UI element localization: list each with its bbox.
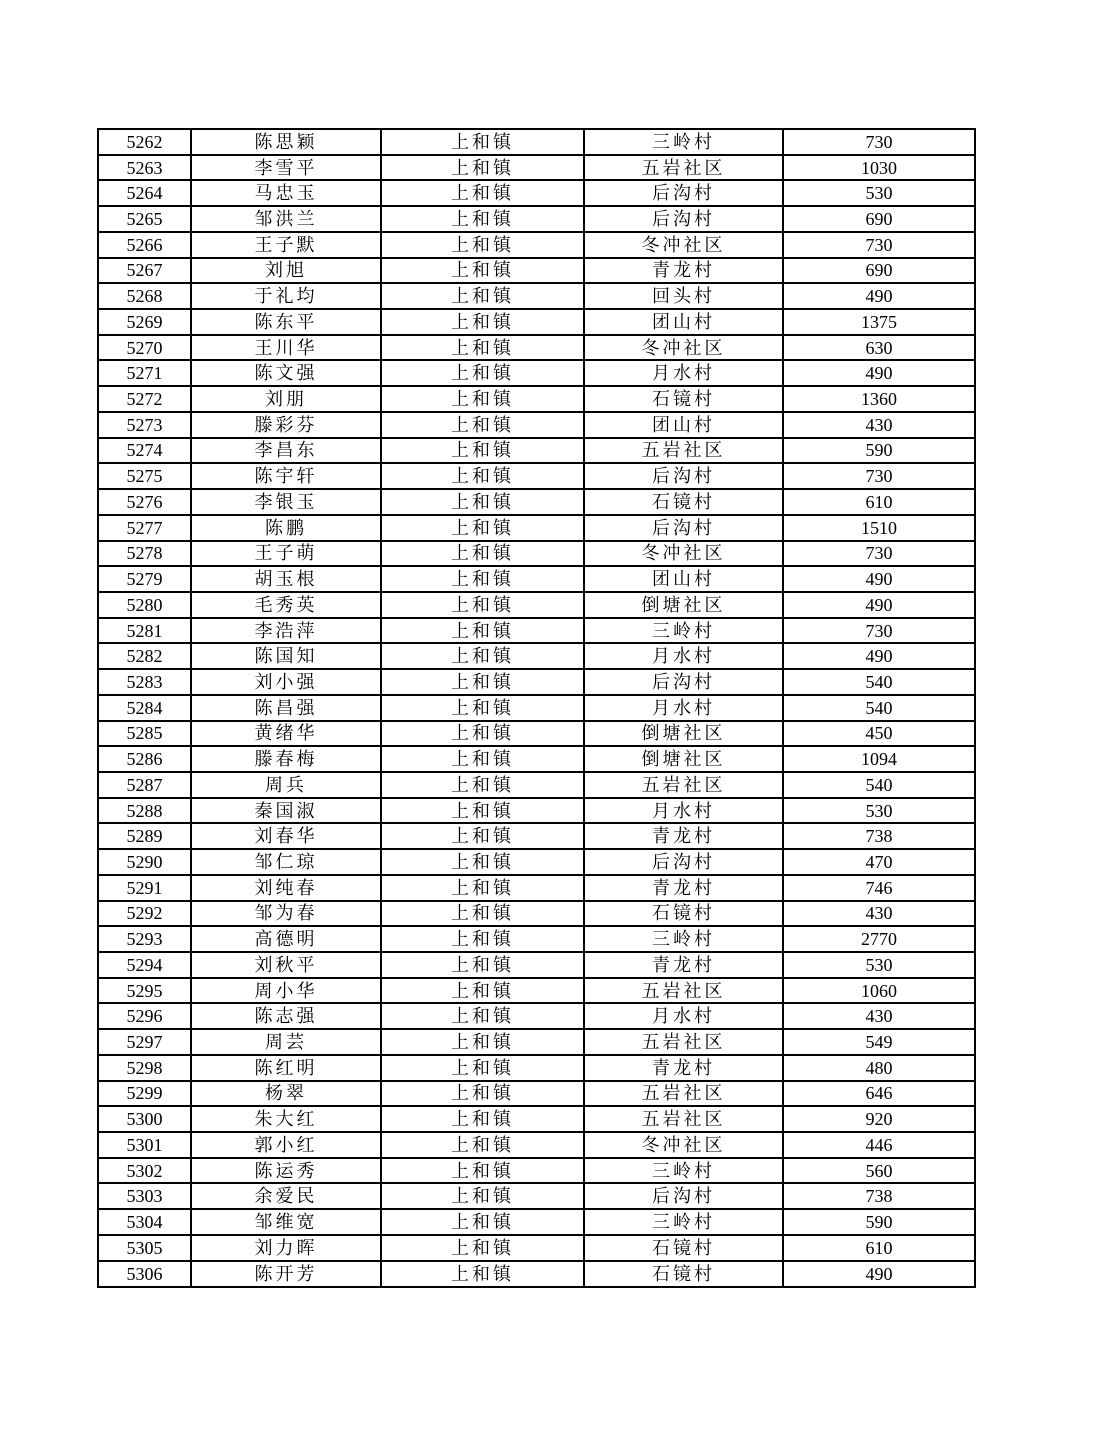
cell-id: 5273 [98,412,191,438]
cell-town: 上和镇 [381,643,584,669]
cell-amount: 490 [783,643,975,669]
cell-amount: 480 [783,1055,975,1081]
table-row [98,1055,975,1081]
table-row [98,721,975,747]
cell-town: 上和镇 [381,695,584,721]
table-row [98,695,975,721]
cell-id: 5301 [98,1132,191,1158]
cell-town: 上和镇 [381,1235,584,1261]
cell-id: 5285 [98,721,191,747]
cell-amount: 1510 [783,515,975,541]
table-row [98,798,975,824]
cell-name: 周小华 [191,978,381,1004]
cell-town: 上和镇 [381,360,584,386]
cell-id: 5302 [98,1158,191,1184]
cell-town: 上和镇 [381,283,584,309]
cell-village: 五岩社区 [584,155,783,181]
table-row [98,489,975,515]
cell-town: 上和镇 [381,335,584,361]
table-row [98,746,975,772]
cell-amount: 450 [783,721,975,747]
cell-village: 石镜村 [584,901,783,927]
cell-id: 5287 [98,772,191,798]
table-row [98,129,975,155]
cell-village: 三岭村 [584,129,783,155]
cell-town: 上和镇 [381,232,584,258]
cell-village: 石镜村 [584,386,783,412]
cell-village: 月水村 [584,798,783,824]
table-row [98,849,975,875]
cell-name: 陈昌强 [191,695,381,721]
table-row [98,823,975,849]
cell-village: 冬冲社区 [584,1132,783,1158]
cell-amount: 630 [783,335,975,361]
cell-amount: 1094 [783,746,975,772]
cell-amount: 540 [783,669,975,695]
cell-town: 上和镇 [381,952,584,978]
cell-village: 三岭村 [584,1209,783,1235]
table-row [98,1183,975,1209]
cell-village: 青龙村 [584,823,783,849]
cell-name: 郭小红 [191,1132,381,1158]
cell-amount: 920 [783,1106,975,1132]
cell-id: 5278 [98,541,191,567]
cell-name: 刘力晖 [191,1235,381,1261]
cell-amount: 530 [783,180,975,206]
cell-amount: 590 [783,438,975,464]
cell-village: 团山村 [584,412,783,438]
cell-amount: 690 [783,258,975,284]
cell-amount: 540 [783,695,975,721]
table-row [98,978,975,1004]
cell-town: 上和镇 [381,823,584,849]
cell-name: 高德明 [191,926,381,952]
cell-town: 上和镇 [381,798,584,824]
cell-town: 上和镇 [381,1209,584,1235]
cell-town: 上和镇 [381,669,584,695]
cell-id: 5286 [98,746,191,772]
cell-village: 倒塘社区 [584,592,783,618]
cell-name: 陈志强 [191,1003,381,1029]
table-row [98,232,975,258]
cell-town: 上和镇 [381,1132,584,1158]
cell-name: 刘秋平 [191,952,381,978]
cell-name: 马忠玉 [191,180,381,206]
cell-name: 刘旭 [191,258,381,284]
cell-village: 石镜村 [584,1261,783,1287]
cell-amount: 646 [783,1081,975,1107]
table-row [98,1132,975,1158]
cell-town: 上和镇 [381,1029,584,1055]
cell-amount: 430 [783,412,975,438]
cell-village: 后沟村 [584,463,783,489]
cell-village: 月水村 [584,360,783,386]
cell-amount: 738 [783,823,975,849]
table-row [98,952,975,978]
cell-id: 5274 [98,438,191,464]
cell-town: 上和镇 [381,901,584,927]
cell-village: 五岩社区 [584,1029,783,1055]
cell-id: 5284 [98,695,191,721]
cell-village: 五岩社区 [584,1106,783,1132]
table-row [98,155,975,181]
cell-id: 5282 [98,643,191,669]
cell-amount: 490 [783,566,975,592]
cell-town: 上和镇 [381,1261,584,1287]
cell-village: 后沟村 [584,515,783,541]
records-table [97,128,976,1288]
cell-id: 5279 [98,566,191,592]
cell-name: 王子萌 [191,541,381,567]
cell-name: 李昌东 [191,438,381,464]
cell-name: 陈红明 [191,1055,381,1081]
table-row [98,206,975,232]
cell-amount: 730 [783,232,975,258]
cell-name: 邹仁琼 [191,849,381,875]
cell-amount: 530 [783,952,975,978]
cell-name: 于礼均 [191,283,381,309]
cell-name: 周兵 [191,772,381,798]
cell-amount: 490 [783,360,975,386]
table-row [98,1003,975,1029]
cell-amount: 610 [783,1235,975,1261]
cell-id: 5264 [98,180,191,206]
cell-name: 李雪平 [191,155,381,181]
table-row [98,463,975,489]
table-row [98,669,975,695]
cell-name: 陈开芳 [191,1261,381,1287]
cell-town: 上和镇 [381,618,584,644]
cell-town: 上和镇 [381,566,584,592]
table-row [98,592,975,618]
table-row [98,1029,975,1055]
cell-town: 上和镇 [381,489,584,515]
cell-town: 上和镇 [381,463,584,489]
table-row [98,1106,975,1132]
cell-name: 陈东平 [191,309,381,335]
cell-village: 倒塘社区 [584,721,783,747]
cell-amount: 490 [783,1261,975,1287]
cell-id: 5271 [98,360,191,386]
cell-amount: 446 [783,1132,975,1158]
cell-town: 上和镇 [381,155,584,181]
cell-village: 五岩社区 [584,438,783,464]
cell-id: 5297 [98,1029,191,1055]
table-row [98,258,975,284]
table-row [98,1235,975,1261]
cell-amount: 690 [783,206,975,232]
table-row [98,772,975,798]
cell-amount: 2770 [783,926,975,952]
cell-amount: 730 [783,541,975,567]
cell-id: 5288 [98,798,191,824]
cell-id: 5263 [98,155,191,181]
cell-name: 滕彩芬 [191,412,381,438]
cell-id: 5306 [98,1261,191,1287]
cell-village: 后沟村 [584,849,783,875]
cell-amount: 1030 [783,155,975,181]
cell-town: 上和镇 [381,386,584,412]
cell-amount: 730 [783,129,975,155]
cell-village: 青龙村 [584,1055,783,1081]
cell-id: 5290 [98,849,191,875]
cell-id: 5300 [98,1106,191,1132]
cell-town: 上和镇 [381,1081,584,1107]
cell-name: 朱大红 [191,1106,381,1132]
cell-name: 邹洪兰 [191,206,381,232]
cell-id: 5303 [98,1183,191,1209]
table-body [98,129,975,1287]
cell-village: 冬冲社区 [584,232,783,258]
cell-village: 石镜村 [584,489,783,515]
cell-name: 邹维宽 [191,1209,381,1235]
table-row [98,1209,975,1235]
cell-town: 上和镇 [381,129,584,155]
cell-town: 上和镇 [381,1055,584,1081]
cell-id: 5295 [98,978,191,1004]
cell-village: 回头村 [584,283,783,309]
cell-id: 5268 [98,283,191,309]
cell-id: 5276 [98,489,191,515]
cell-town: 上和镇 [381,541,584,567]
cell-town: 上和镇 [381,258,584,284]
cell-town: 上和镇 [381,206,584,232]
cell-id: 5305 [98,1235,191,1261]
table-row [98,180,975,206]
cell-village: 后沟村 [584,669,783,695]
cell-village: 青龙村 [584,952,783,978]
cell-amount: 490 [783,283,975,309]
cell-amount: 470 [783,849,975,875]
table-row [98,643,975,669]
cell-town: 上和镇 [381,438,584,464]
cell-village: 石镜村 [584,1235,783,1261]
cell-amount: 610 [783,489,975,515]
cell-name: 陈宇轩 [191,463,381,489]
cell-id: 5266 [98,232,191,258]
cell-amount: 738 [783,1183,975,1209]
cell-id: 5265 [98,206,191,232]
cell-id: 5269 [98,309,191,335]
table-row [98,541,975,567]
table-row [98,875,975,901]
cell-id: 5304 [98,1209,191,1235]
cell-village: 冬冲社区 [584,541,783,567]
cell-town: 上和镇 [381,978,584,1004]
cell-amount: 730 [783,618,975,644]
cell-id: 5291 [98,875,191,901]
table-row [98,412,975,438]
cell-village: 青龙村 [584,875,783,901]
table-row [98,926,975,952]
cell-village: 青龙村 [584,258,783,284]
cell-id: 5298 [98,1055,191,1081]
table-row [98,309,975,335]
cell-name: 周芸 [191,1029,381,1055]
cell-id: 5281 [98,618,191,644]
cell-id: 5272 [98,386,191,412]
cell-village: 五岩社区 [584,772,783,798]
table-row [98,1261,975,1287]
table-row [98,515,975,541]
cell-village: 后沟村 [584,206,783,232]
cell-name: 陈鹏 [191,515,381,541]
cell-name: 陈文强 [191,360,381,386]
cell-name: 秦国淑 [191,798,381,824]
table-row [98,901,975,927]
cell-name: 王川华 [191,335,381,361]
cell-id: 5280 [98,592,191,618]
cell-amount: 430 [783,1003,975,1029]
cell-town: 上和镇 [381,875,584,901]
cell-amount: 1060 [783,978,975,1004]
cell-id: 5296 [98,1003,191,1029]
cell-name: 邹为春 [191,901,381,927]
table-row [98,1158,975,1184]
cell-id: 5299 [98,1081,191,1107]
cell-village: 五岩社区 [584,1081,783,1107]
cell-town: 上和镇 [381,515,584,541]
cell-village: 三岭村 [584,1158,783,1184]
cell-town: 上和镇 [381,772,584,798]
cell-amount: 590 [783,1209,975,1235]
cell-amount: 730 [783,463,975,489]
cell-town: 上和镇 [381,721,584,747]
cell-town: 上和镇 [381,592,584,618]
cell-village: 后沟村 [584,1183,783,1209]
cell-id: 5294 [98,952,191,978]
table-row [98,438,975,464]
cell-town: 上和镇 [381,412,584,438]
table-row [98,1081,975,1107]
cell-id: 5292 [98,901,191,927]
cell-name: 胡玉根 [191,566,381,592]
table-row [98,283,975,309]
cell-name: 余爱民 [191,1183,381,1209]
cell-name: 黄绪华 [191,721,381,747]
cell-amount: 1360 [783,386,975,412]
cell-village: 五岩社区 [584,978,783,1004]
table-row [98,566,975,592]
cell-name: 陈思颖 [191,129,381,155]
table-row [98,335,975,361]
cell-town: 上和镇 [381,180,584,206]
cell-town: 上和镇 [381,849,584,875]
cell-id: 5277 [98,515,191,541]
cell-amount: 540 [783,772,975,798]
cell-amount: 560 [783,1158,975,1184]
cell-amount: 430 [783,901,975,927]
cell-town: 上和镇 [381,1106,584,1132]
cell-town: 上和镇 [381,1183,584,1209]
cell-id: 5275 [98,463,191,489]
cell-name: 李浩萍 [191,618,381,644]
cell-village: 三岭村 [584,926,783,952]
cell-name: 杨翠 [191,1081,381,1107]
cell-town: 上和镇 [381,926,584,952]
table-row [98,386,975,412]
cell-town: 上和镇 [381,309,584,335]
cell-name: 陈国知 [191,643,381,669]
cell-id: 5262 [98,129,191,155]
cell-village: 三岭村 [584,618,783,644]
cell-id: 5289 [98,823,191,849]
cell-town: 上和镇 [381,746,584,772]
cell-village: 后沟村 [584,180,783,206]
cell-village: 倒塘社区 [584,746,783,772]
cell-town: 上和镇 [381,1003,584,1029]
cell-amount: 530 [783,798,975,824]
cell-village: 月水村 [584,1003,783,1029]
cell-name: 李银玉 [191,489,381,515]
cell-name: 毛秀英 [191,592,381,618]
cell-name: 刘春华 [191,823,381,849]
cell-name: 滕春梅 [191,746,381,772]
cell-village: 冬冲社区 [584,335,783,361]
cell-amount: 1375 [783,309,975,335]
cell-id: 5267 [98,258,191,284]
table-row [98,360,975,386]
cell-town: 上和镇 [381,1158,584,1184]
cell-village: 团山村 [584,309,783,335]
cell-amount: 490 [783,592,975,618]
cell-village: 月水村 [584,643,783,669]
cell-amount: 746 [783,875,975,901]
cell-name: 刘小强 [191,669,381,695]
cell-id: 5283 [98,669,191,695]
cell-village: 月水村 [584,695,783,721]
cell-name: 王子默 [191,232,381,258]
table-row [98,618,975,644]
cell-name: 刘朋 [191,386,381,412]
cell-name: 刘纯春 [191,875,381,901]
cell-amount: 549 [783,1029,975,1055]
cell-id: 5293 [98,926,191,952]
cell-name: 陈运秀 [191,1158,381,1184]
cell-village: 团山村 [584,566,783,592]
cell-id: 5270 [98,335,191,361]
